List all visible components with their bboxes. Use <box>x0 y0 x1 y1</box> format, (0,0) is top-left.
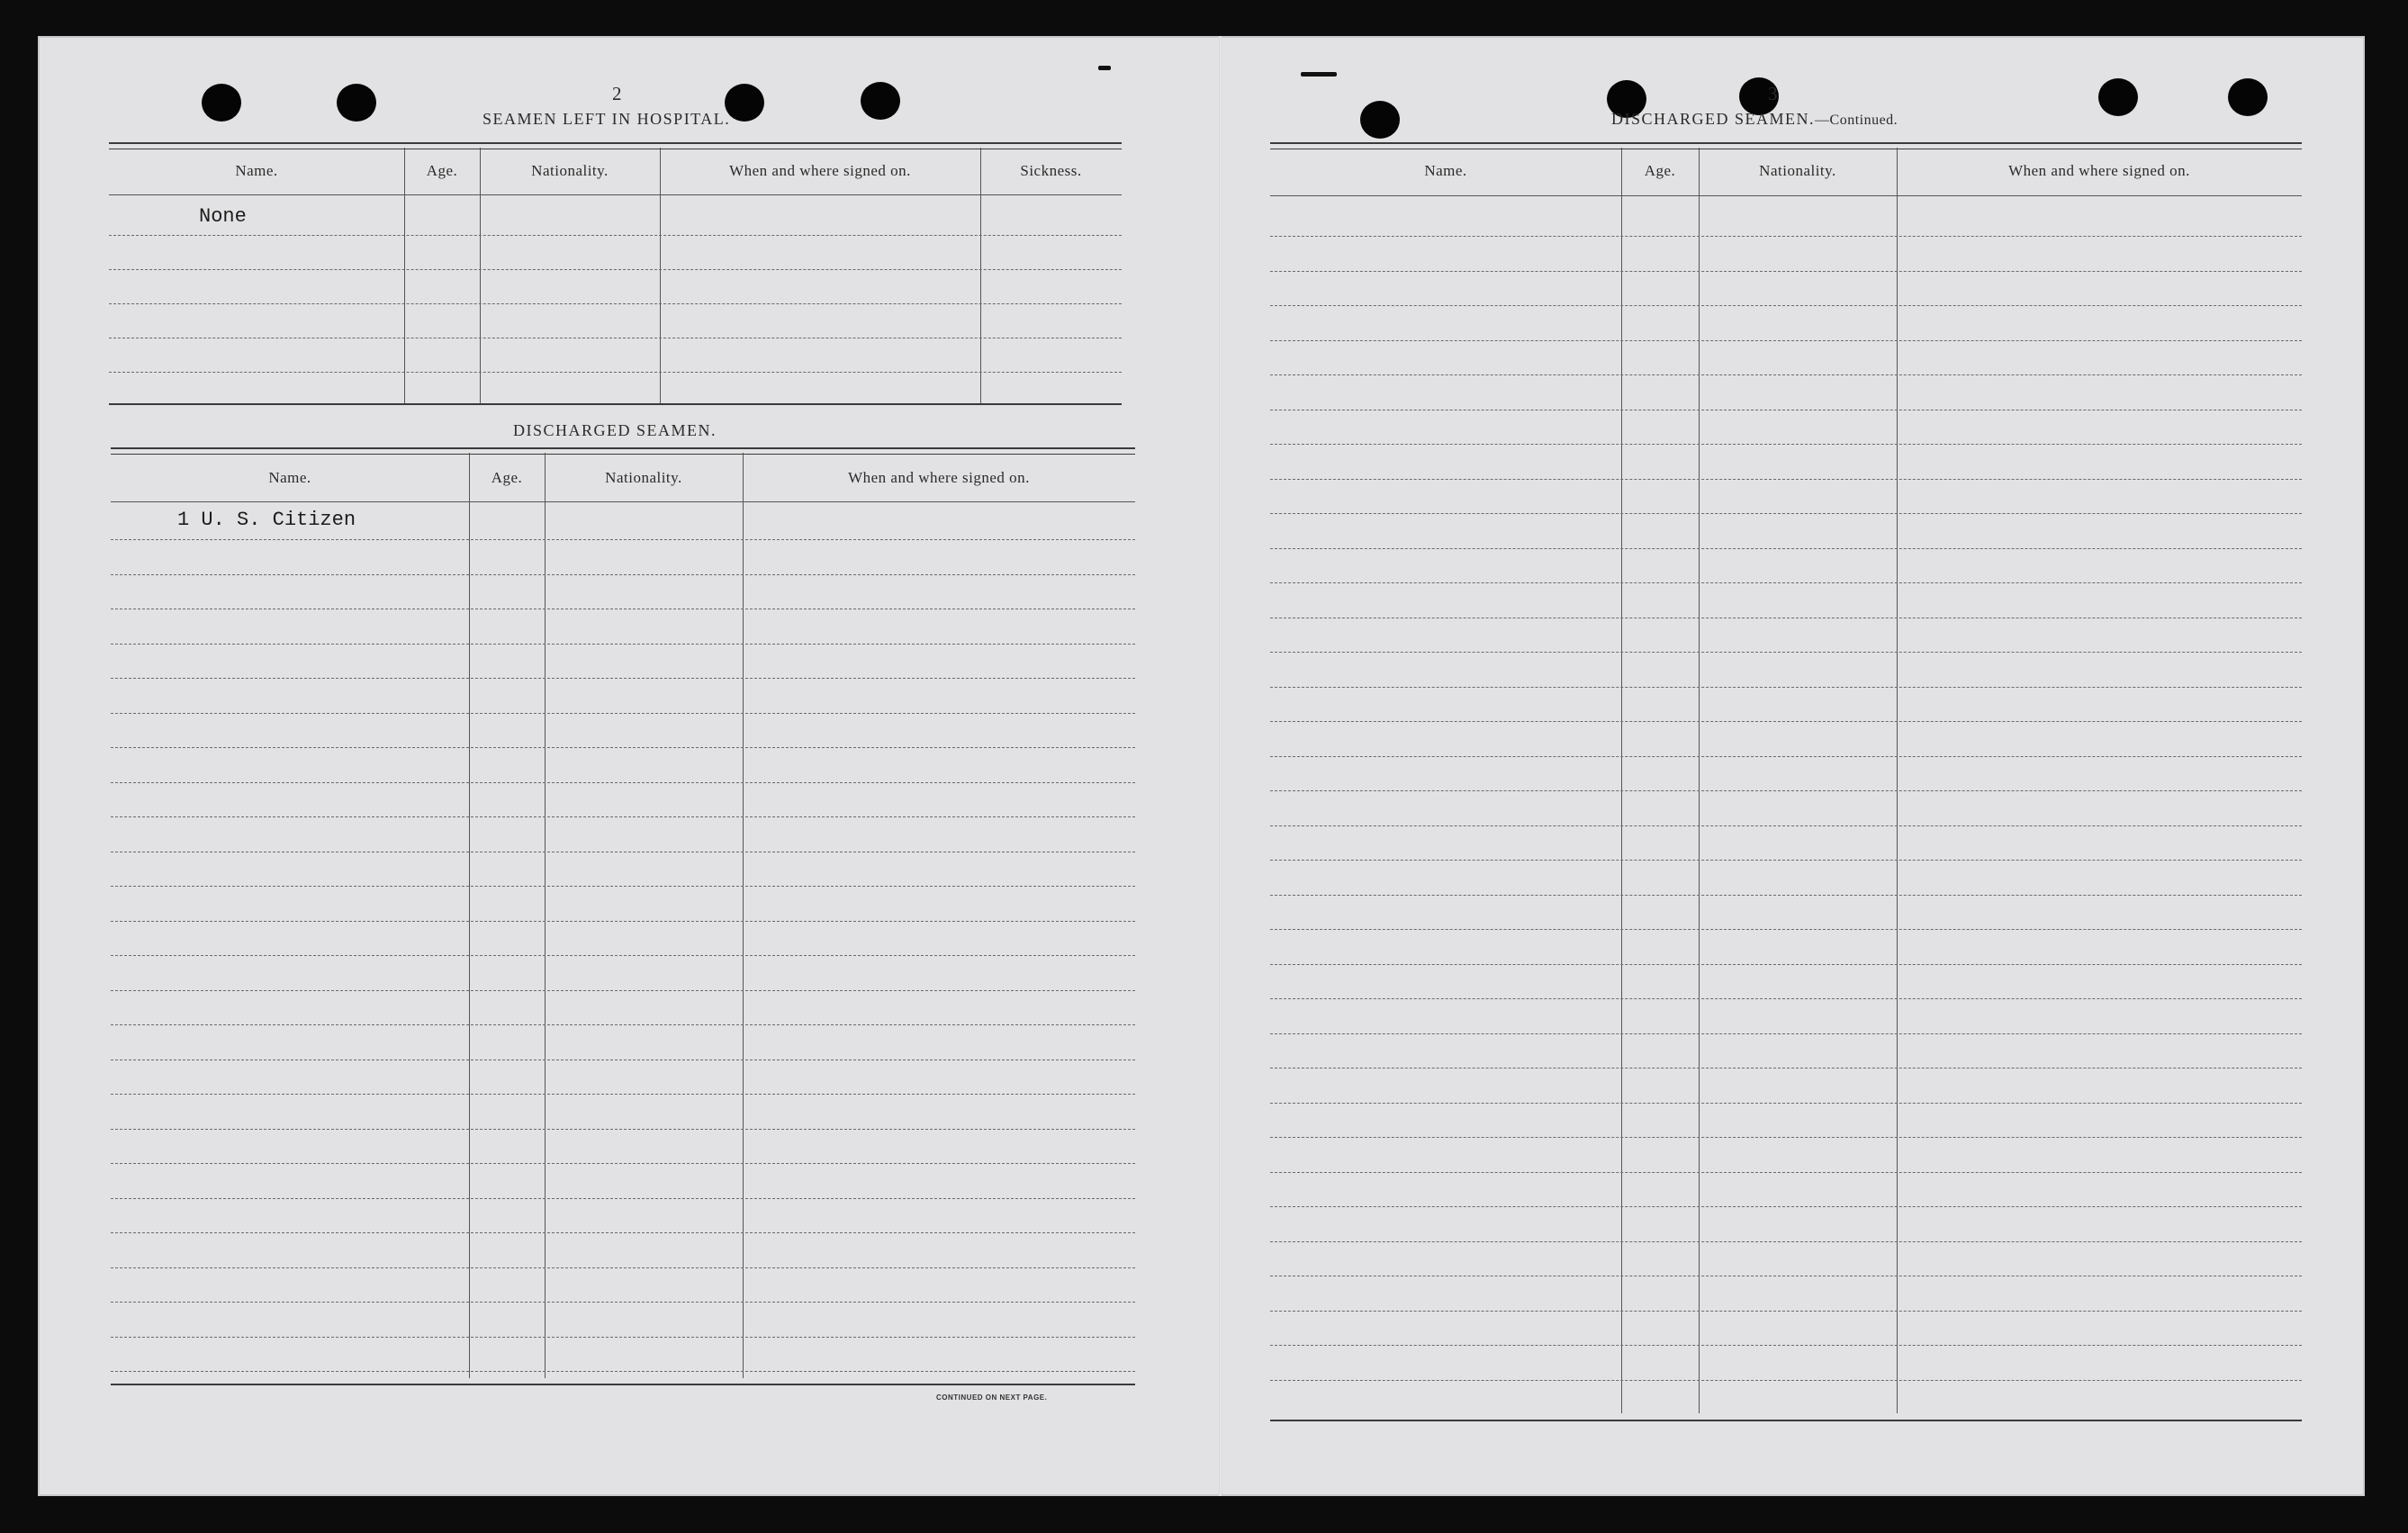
row-line <box>1270 1241 2302 1242</box>
document-sheet <box>38 36 2365 1496</box>
column-divider <box>1699 148 1700 1413</box>
punch-hole <box>2098 78 2138 116</box>
punch-hole <box>202 84 241 122</box>
row-line <box>111 678 1135 679</box>
col-header-nationality: Nationality. <box>605 469 682 486</box>
row-line <box>109 269 1122 270</box>
row-line <box>1270 1103 2302 1104</box>
row-line <box>109 235 1122 236</box>
row-line <box>1270 1172 2302 1173</box>
col-header-nationality: Nationality. <box>1759 162 1836 179</box>
discharged-continued-title-main: DISCHARGED SEAMEN. <box>1611 110 1816 128</box>
discharged-continued-title <box>1611 110 1898 129</box>
row-line <box>111 1267 1135 1268</box>
continued-note: CONTINUED ON NEXT PAGE. <box>936 1393 1048 1402</box>
hospital-table <box>109 142 1122 412</box>
row-line <box>1270 1033 2302 1034</box>
col-header-signed-on: When and where signed on. <box>848 469 1030 486</box>
row-line <box>111 782 1135 783</box>
column-divider <box>980 148 981 403</box>
discharged-continued-table <box>1270 142 2302 1425</box>
row-line <box>111 1163 1135 1164</box>
ink-mark <box>1301 72 1337 77</box>
row-line <box>111 574 1135 575</box>
table-bottom-rule <box>111 1384 1135 1385</box>
row-line <box>1270 652 2302 653</box>
punch-hole <box>2228 78 2268 116</box>
row-line <box>111 713 1135 714</box>
header-rule <box>111 501 1135 502</box>
col-header-sickness: Sickness. <box>1020 162 1082 179</box>
row-line <box>111 539 1135 540</box>
row-line <box>1270 1206 2302 1207</box>
table-bottom-rule <box>109 403 1122 405</box>
row-line <box>1270 236 2302 237</box>
col-header-name: Name. <box>235 162 278 179</box>
row-line <box>1270 929 2302 930</box>
row-line <box>1270 895 2302 896</box>
page-fold <box>1219 36 1222 1496</box>
continued-suffix: —Continued. <box>1815 113 1898 128</box>
row-line <box>1270 1311 2302 1312</box>
row-line <box>1270 305 2302 306</box>
row-line <box>1270 964 2302 965</box>
row-line <box>111 921 1135 922</box>
punch-hole <box>1360 101 1400 139</box>
col-header-nationality: Nationality. <box>531 162 609 179</box>
ink-mark <box>1098 66 1111 70</box>
row-line <box>111 1232 1135 1233</box>
row-line <box>1270 756 2302 757</box>
row-line <box>1270 998 2302 999</box>
column-divider <box>1897 148 1898 1413</box>
table-top-rule <box>109 142 1122 149</box>
column-divider <box>404 148 405 403</box>
row-line <box>111 1094 1135 1095</box>
row-line <box>111 816 1135 817</box>
hospital-section-title: SEAMEN LEFT IN HOSPITAL. <box>483 110 731 128</box>
column-divider <box>469 453 470 1378</box>
row-line <box>111 1129 1135 1130</box>
row-line <box>1270 721 2302 722</box>
table-top-rule <box>1270 142 2302 149</box>
table-bottom-rule <box>1270 1420 2302 1421</box>
row-line <box>1270 513 2302 514</box>
row-line <box>111 886 1135 887</box>
row-line <box>1270 479 2302 480</box>
col-header-age: Age. <box>491 469 523 486</box>
row-line <box>1270 1380 2302 1381</box>
row-line <box>1270 548 2302 549</box>
col-header-signed-on: When and where signed on. <box>729 162 911 179</box>
row-line <box>109 372 1122 373</box>
page-number-right: 3 <box>1768 83 1779 104</box>
col-header-age: Age. <box>426 162 458 179</box>
row-line <box>1270 340 2302 341</box>
column-divider <box>660 148 661 403</box>
punch-hole <box>337 84 376 122</box>
row-line <box>1270 1345 2302 1346</box>
row-line <box>1270 825 2302 826</box>
col-header-name: Name. <box>268 469 311 486</box>
row-line <box>111 990 1135 991</box>
row-line <box>1270 860 2302 861</box>
col-header-signed-on: When and where signed on. <box>2008 162 2190 179</box>
column-divider <box>545 453 546 1378</box>
header-rule <box>109 194 1122 195</box>
row-line <box>111 1371 1135 1372</box>
column-divider <box>1621 148 1622 1413</box>
column-divider <box>743 453 744 1378</box>
discharged-section-title: DISCHARGED SEAMEN. <box>513 421 717 439</box>
page-number-left: 2 <box>612 83 623 104</box>
row-line <box>1270 1137 2302 1138</box>
column-divider <box>480 148 481 403</box>
row-line <box>1270 790 2302 791</box>
discharged-entry: 1 U. S. Citizen <box>177 509 356 531</box>
punch-hole <box>861 82 900 120</box>
row-line <box>109 303 1122 304</box>
row-line <box>111 1302 1135 1303</box>
row-line <box>111 1198 1135 1199</box>
row-line <box>111 747 1135 748</box>
col-header-age: Age. <box>1644 162 1676 179</box>
row-line <box>1270 687 2302 688</box>
row-line <box>1270 271 2302 272</box>
row-line <box>111 1024 1135 1025</box>
discharged-table <box>111 447 1135 1424</box>
row-line <box>111 644 1135 645</box>
row-line <box>1270 374 2302 375</box>
row-line <box>1270 1068 2302 1069</box>
punch-hole <box>725 84 764 122</box>
row-line <box>111 955 1135 956</box>
header-rule <box>1270 195 2302 196</box>
col-header-name: Name. <box>1424 162 1467 179</box>
row-line <box>1270 444 2302 445</box>
hospital-entry: None <box>199 205 247 228</box>
table-top-rule <box>111 447 1135 455</box>
row-line <box>111 1337 1135 1338</box>
row-line <box>1270 582 2302 583</box>
